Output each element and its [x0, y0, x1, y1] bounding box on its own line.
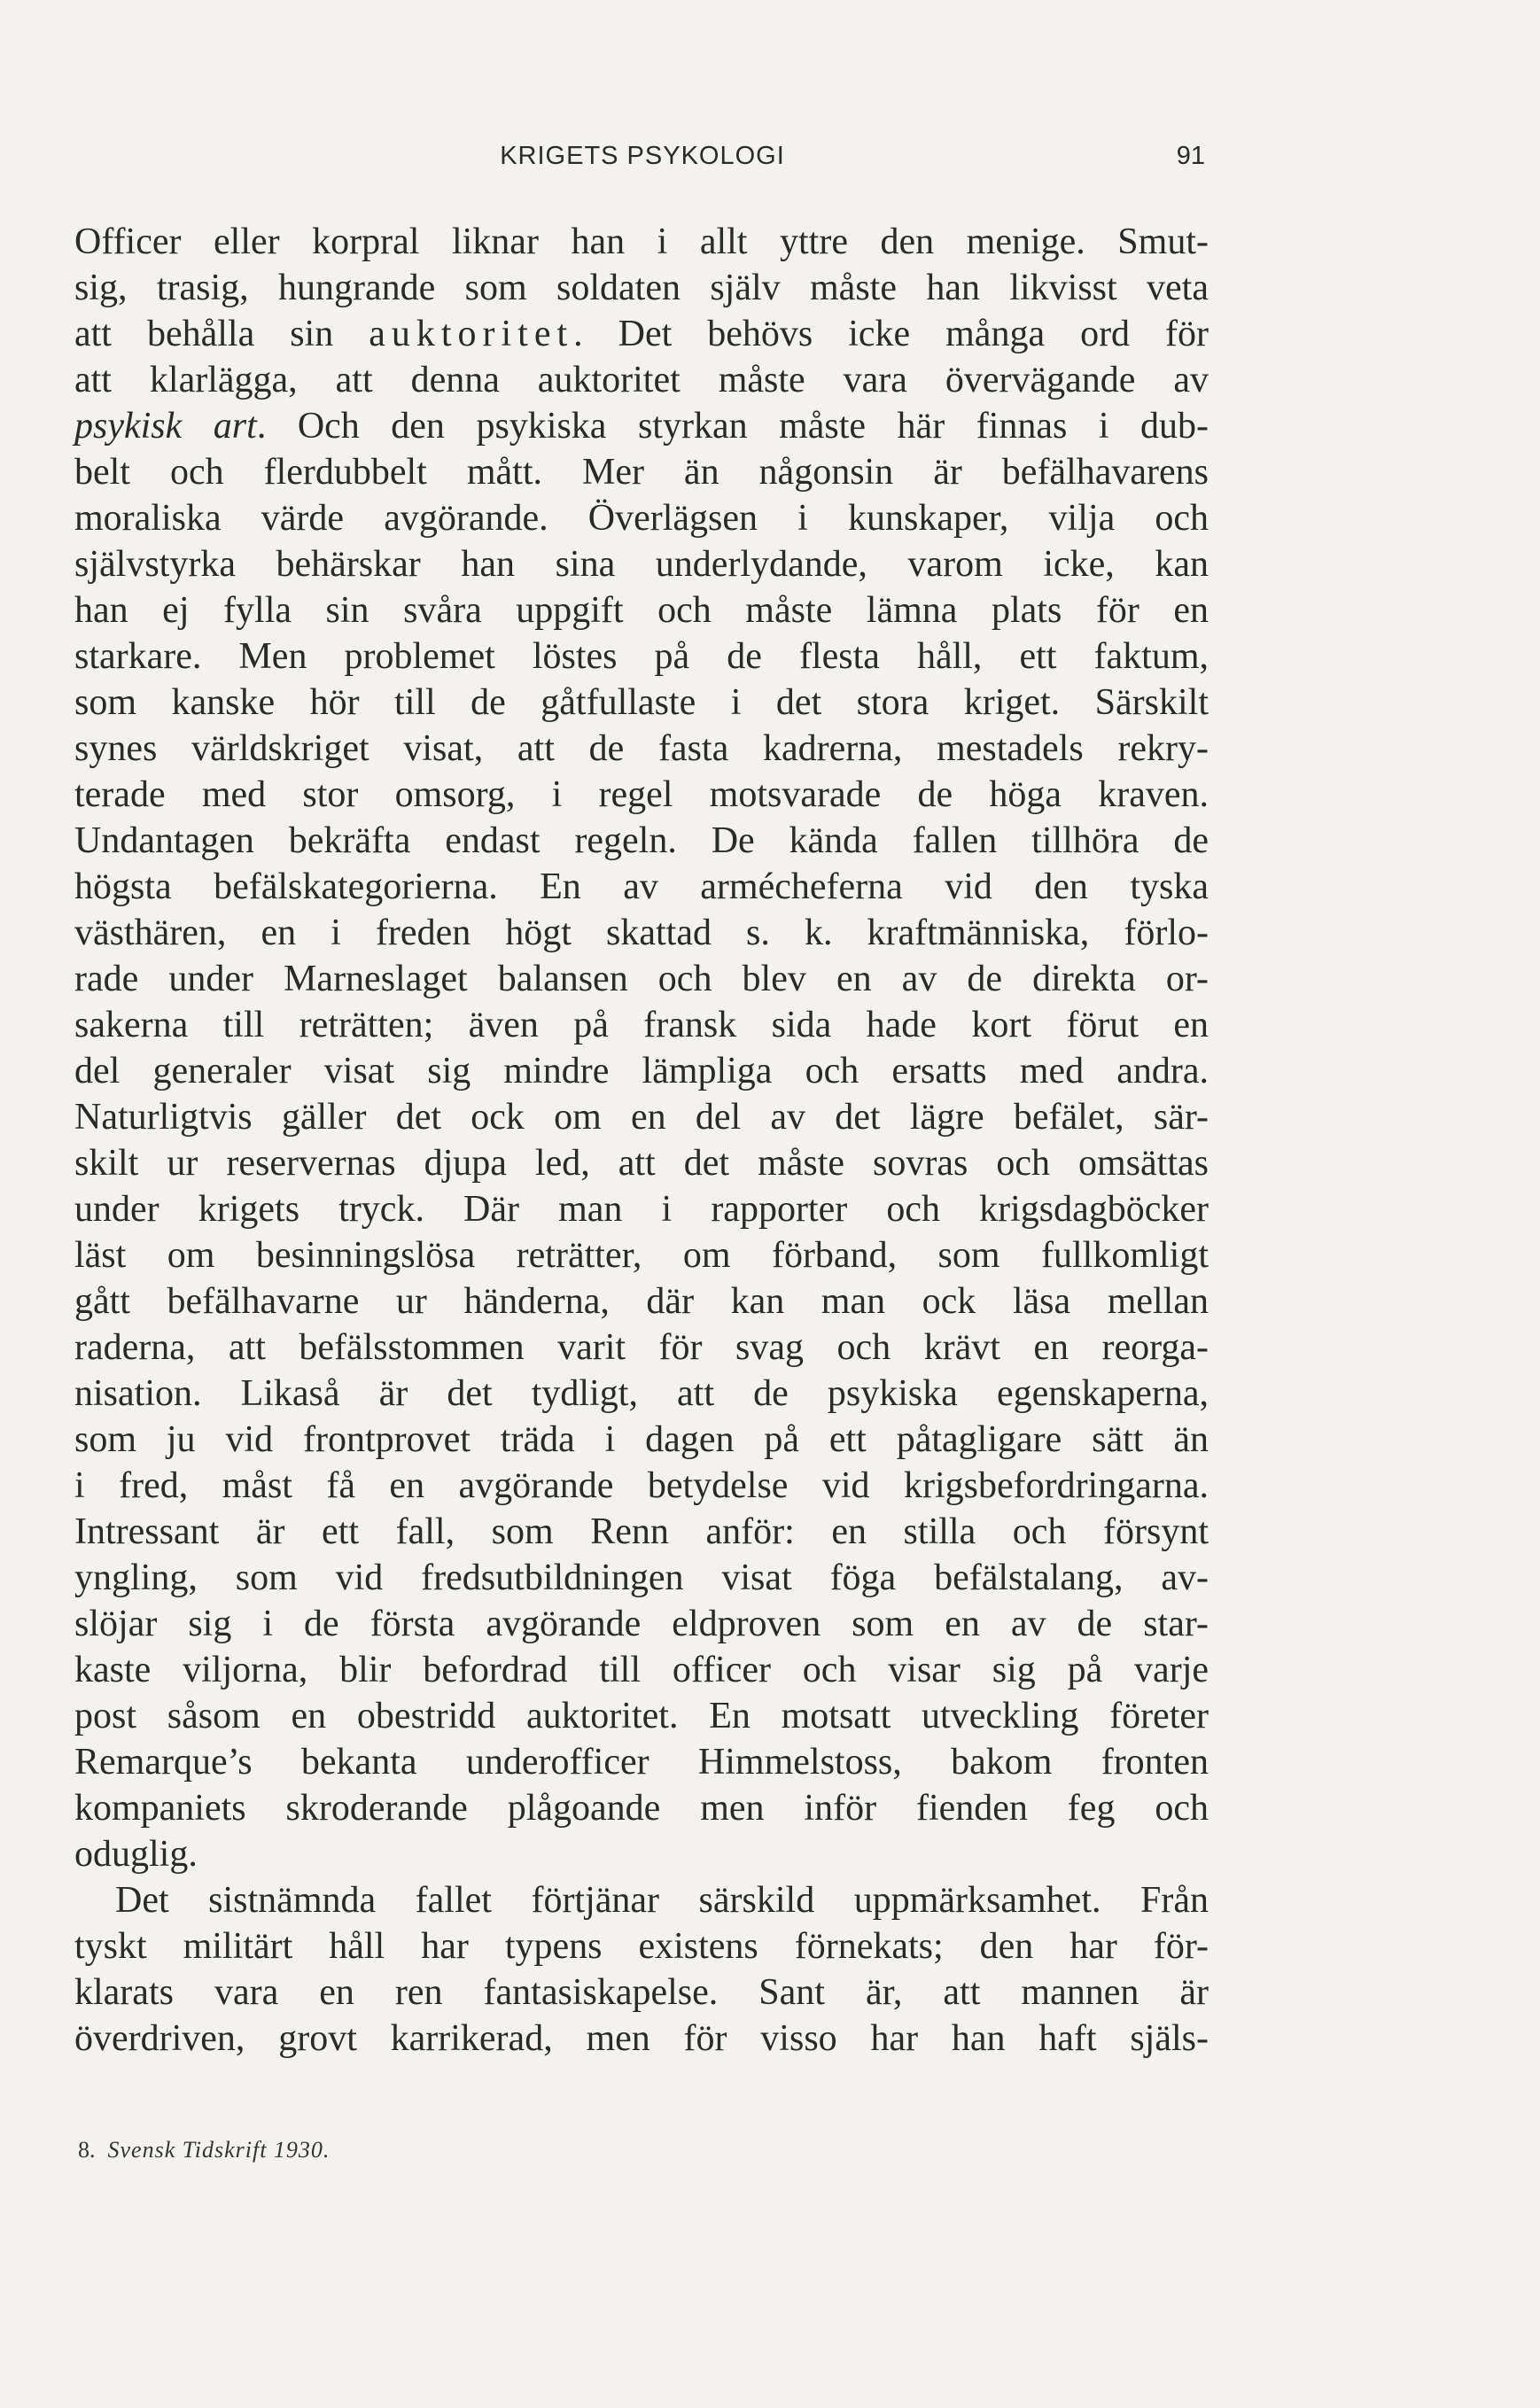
text-line: i fred, måst få en avgörande betydelse vid krigsbefordringarna.: [74, 1465, 1209, 1506]
text-line: överdriven, grovt karrikerad, men för visso har han haft själs-: [74, 2018, 1209, 2059]
text-line: rade under Marneslaget balansen och blev en av de direkta or-: [74, 959, 1209, 999]
text-line: som ju vid frontprovet träda i dagen på ett påtagligare sätt än: [74, 1419, 1209, 1460]
text-line: synes världskriget visat, att de fasta kadrerna, mestadels rekry-: [74, 728, 1209, 769]
text-line: kompaniets skroderande plågoande men inför fienden feg och: [74, 1788, 1209, 1829]
text-line: yngling, som vid fredsutbildningen visat föga befälstalang, av-: [74, 1557, 1209, 1598]
text-line: Undantagen bekräfta endast regeln. De kända fallen tillhöra de: [74, 820, 1209, 861]
text-line: att klarlägga, att denna auktoritet måste vara övervägande av: [74, 360, 1209, 400]
running-head: [80, 142, 1205, 181]
signature-footer: [78, 2137, 330, 2163]
text-line: klarats vara en ren fantasiskapelse. Sant är, att mannen är: [74, 1972, 1209, 2013]
text-line: kaste viljorna, blir befordrad till officer och visar sig på varje: [74, 1650, 1209, 1690]
text-line: Intressant är ett fall, som Renn anför: en stilla och försynt: [74, 1511, 1209, 1552]
text-line: sig, trasig, hungrande som soldaten själv måste han likvisst veta: [74, 268, 1209, 308]
text-line: västhären, en i freden högt skattad s. k. kraftmänniska, förlo-: [74, 913, 1209, 953]
text-line: självstyrka behärskar han sina underlydande, varom icke, kan: [74, 544, 1209, 585]
text-line: [74, 311, 1209, 357]
source-title: Svensk Tidskrift 1930.: [107, 2137, 331, 2163]
text-line: Officer eller korpral liknar han i allt yttre den menige. Smut-: [74, 221, 1209, 262]
text-line: slöjar sig i de första avgörande eldproven som en av de star-: [74, 1604, 1209, 1644]
text-line: Det sistnämnda fallet förtjänar särskild uppmärksamhet. Från: [115, 1880, 1209, 1921]
text-line: starkare. Men problemet löstes på de flesta håll, ett faktum,: [74, 636, 1209, 677]
text-line: Remarque’s bekanta underofficer Himmelstoss, bakom fronten: [74, 1742, 1209, 1783]
text-line: skilt ur reservernas djupa led, att det måste sovras och omsättas: [74, 1143, 1209, 1184]
text-segment: att behålla sin: [74, 314, 334, 354]
text-line: del generaler visat sig mindre lämpliga och ersatts med andra.: [74, 1051, 1209, 1091]
text-line: gått befälhavarne ur händerna, där kan man ock läsa mellan: [74, 1281, 1209, 1322]
text-line: oduglig.: [74, 1834, 198, 1875]
text-segment: . Det behövs icke många ord för: [573, 314, 1209, 354]
emphasized-word: auktoritet: [369, 314, 574, 354]
text-line: nisation. Likaså är det tydligt, att de psykiska egenskaperna,: [74, 1373, 1209, 1414]
text-line: terade med stor omsorg, i regel motsvarade de höga kraven.: [74, 774, 1209, 815]
text-line: tyskt militärt håll har typens existens förnekats; den har för-: [74, 1926, 1209, 1967]
text-line: raderna, att befälsstommen varit för svag och krävt en reorga-: [74, 1327, 1209, 1368]
page-number: 91: [1176, 142, 1205, 170]
running-title: KRIGETS PSYKOLOGI: [500, 142, 785, 170]
text-line: sakerna till reträtten; även på fransk sida hade kort förut en: [74, 1005, 1209, 1045]
emphasized-phrase: psykisk art: [74, 406, 257, 447]
text-line: [74, 403, 1209, 449]
text-line: belt och flerdubbelt mått. Mer än någonsin är befälhavarens: [74, 452, 1209, 493]
body-text: [74, 219, 1209, 2062]
text-line: moraliska värde avgörande. Överlägsen i kunskaper, vilja och: [74, 498, 1209, 539]
text-segment: . Och den psykiska styrkan måste här finnas i dub-: [256, 406, 1209, 447]
text-line: Naturligtvis gäller det ock om en del av det lägre befälet, sär-: [74, 1097, 1209, 1138]
text-line: som kanske hör till de gåtfullaste i det stora kriget. Särskilt: [74, 682, 1209, 723]
text-line: post såsom en obestridd auktoritet. En motsatt utveckling företer: [74, 1696, 1209, 1736]
text-line: högsta befälskategorierna. En av armécheferna vid den tyska: [74, 866, 1209, 907]
text-line: han ej fylla sin svåra uppgift och måste lämna plats för en: [74, 590, 1209, 631]
text-line: läst om besinningslösa reträtter, om förband, som fullkomligt: [74, 1235, 1209, 1276]
text-line: under krigets tryck. Där man i rapporter och krigsdagböcker: [74, 1189, 1209, 1230]
signature-mark: 8.: [78, 2137, 96, 2163]
